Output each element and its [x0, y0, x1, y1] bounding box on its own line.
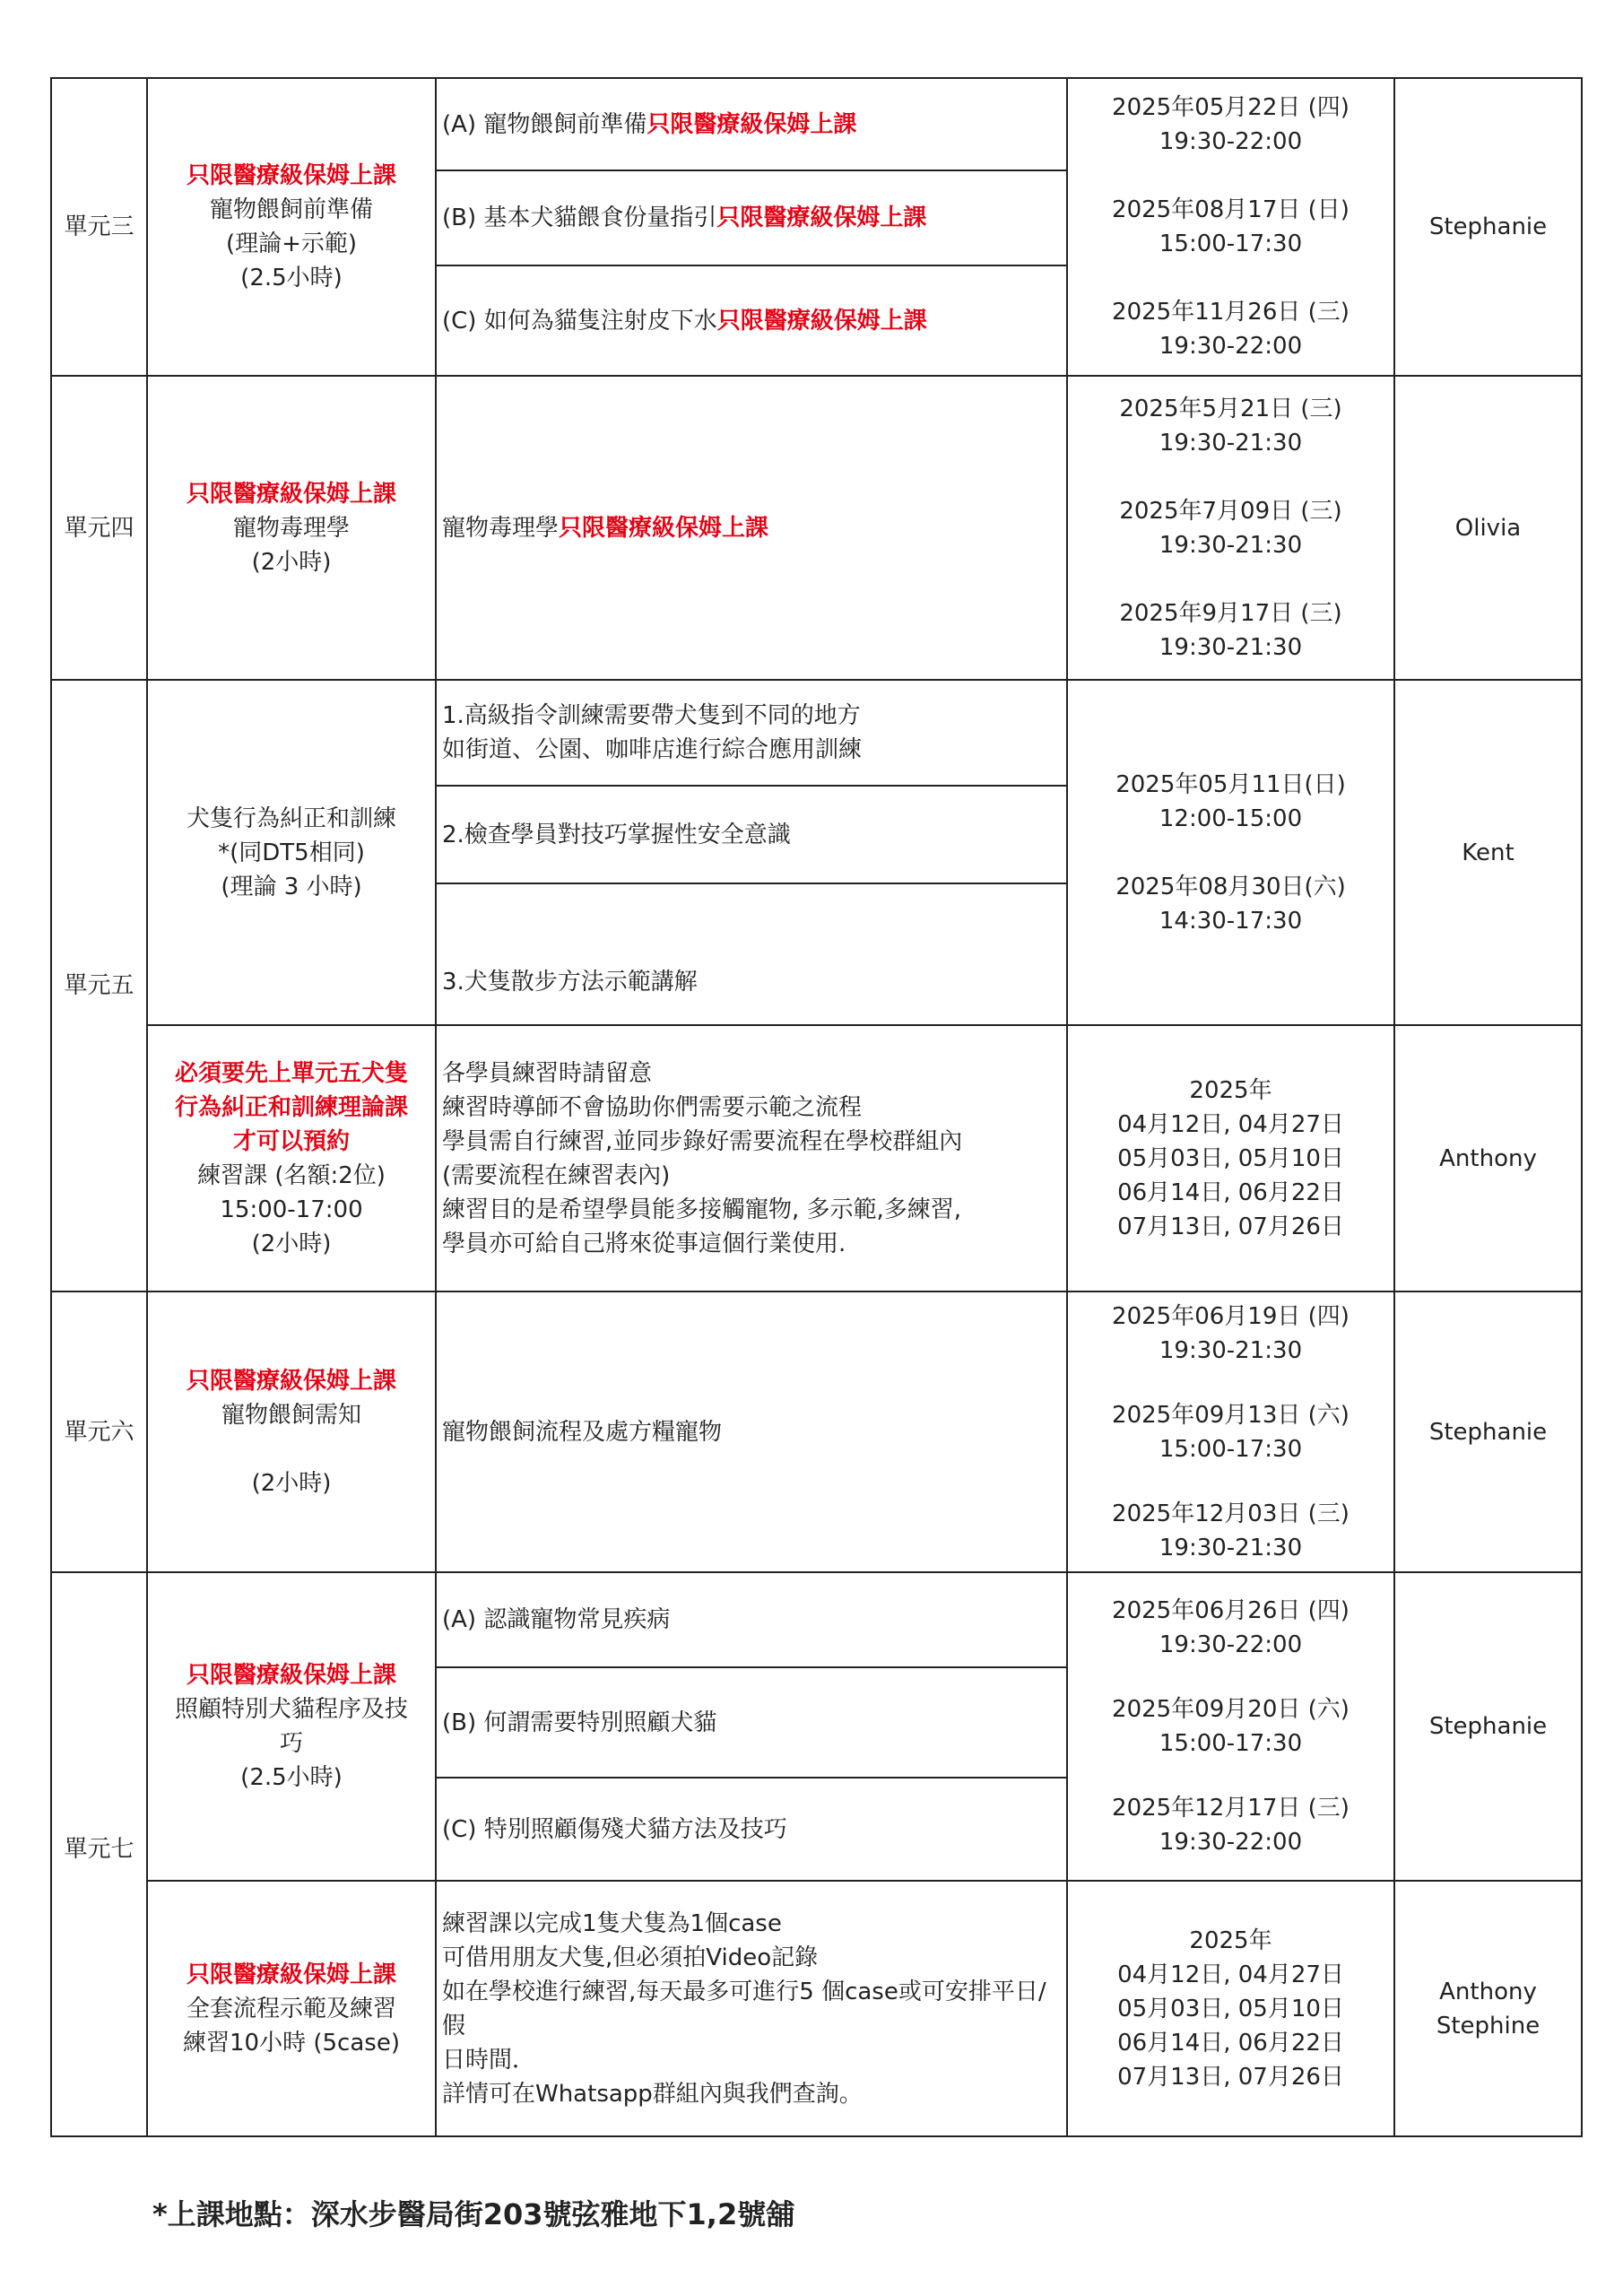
unit-7-practice-name: 只限醫療級保姆上課 全套流程示範及練習 練習10小時 (5case) [147, 1881, 436, 2136]
unit-7-item-a: (A) 認識寵物常見疾病 [436, 1572, 1067, 1667]
unit-4-label: 單元四 [51, 376, 147, 680]
unit-5-name: 犬隻行為糾正和訓練 *(同DT5相同) (理論 3 小時) [147, 680, 436, 1025]
unit-3-item-c: (C) 如何為貓隻注射皮下水只限醫療級保姆上課 [436, 265, 1067, 376]
unit-5-practice-content: 各學員練習時請留意 練習時導師不會協助你們需要示範之流程 學員需自行練習,並同步錄好需要流程在學校群組內 (需要流程在練習表內) 練習目的是希望學員能多接觸寵物, 多示範,多練習, 學員亦可給自己將來從事這個行業使用. [436, 1025, 1067, 1292]
unit-3-name: 只限醫療級保姆上課 寵物餵飼前準備 (理論+示範) (2.5小時) [147, 78, 436, 376]
unit-5-item-2: 2.檢查學員對技巧掌握性安全意識 [436, 786, 1067, 883]
unit-7-tutor: Stephanie [1394, 1572, 1582, 1881]
unit-7-practice-content: 練習課以完成1隻犬隻為1個case 可借用朋友犬隻,但必須拍Video記錄 如在學校進行練習,每天最多可進行5 個case或可安排平日/假 日時間． 詳情可在Whatsapp群組內與我們查詢。 [436, 1881, 1067, 2136]
unit-7-item-c: (C) 特別照顧傷殘犬貓方法及技巧 [436, 1778, 1067, 1881]
location-note: *上課地點：深水步醫局街203號弦雅地下1,2號舖 [152, 2197, 795, 2231]
unit-7-name: 只限醫療級保姆上課 照顧特別犬貓程序及技 巧 (2.5小時) [147, 1572, 436, 1881]
unit-3-dates: 2025年05月22日 (四) 19:30-22:00 2025年08月17日 (日) 15:00-17:30 2025年11月26日 (三) 19:30-22:00 [1067, 78, 1394, 376]
unit-4-dates: 2025年5月21日 (三) 19:30-21:30 2025年7月09日 (三) 19:30-21:30 2025年9月17日 (三) 19:30-21:30 [1067, 376, 1394, 680]
unit-7-label: 單元七 [51, 1572, 147, 2136]
unit-6-label: 單元六 [51, 1292, 147, 1572]
unit-5-dates: 2025年05月11日(日) 12:00-15:00 2025年08月30日(六) 14:30-17:30 [1067, 680, 1394, 1025]
unit-7-practice-tutor: Anthony Stephine [1394, 1881, 1582, 2136]
unit-6-item: 寵物餵飼流程及處方糧寵物 [436, 1292, 1067, 1572]
unit-5-tutor: Kent [1394, 680, 1582, 1025]
unit-4-name: 只限醫療級保姆上課 寵物毒理學 (2小時) [147, 376, 436, 680]
unit-6-tutor: Stephanie [1394, 1292, 1582, 1572]
unit-5-label: 單元五 [51, 680, 147, 1292]
unit-6-name: 只限醫療級保姆上課 寵物餵飼需知 (2小時) [147, 1292, 436, 1572]
medical-tag: 只限醫療級保姆上課 [186, 162, 396, 189]
unit-5-practice-name: 必須要先上單元五犬隻 行為糾正和訓練理論課 才可以預約 練習課 (名額:2位) 15:00-17:00 (2小時) [147, 1025, 436, 1292]
unit-5-item-1: 1.高級指令訓練需要帶犬隻到不同的地方 如街道、公園、咖啡店進行綜合應用訓練 [436, 680, 1067, 786]
unit-4-item: 寵物毒理學只限醫療級保姆上課 [436, 376, 1067, 680]
unit-7-item-b: (B) 何謂需要特別照顧犬貓 [436, 1667, 1067, 1778]
unit-3-item-a: (A) 寵物餵飼前準備只限醫療級保姆上課 [436, 78, 1067, 170]
unit-3-item-b: (B) 基本犬貓餵食份量指引只限醫療級保姆上課 [436, 170, 1067, 265]
unit-5-practice-tutor: Anthony [1394, 1025, 1582, 1292]
unit-3-label: 單元三 [51, 78, 147, 376]
schedule-table [50, 77, 1583, 2137]
unit-6-dates: 2025年06月19日 (四) 19:30-21:30 2025年09月13日 (六) 15:00-17:30 2025年12月03日 (三) 19:30-21:30 [1067, 1292, 1394, 1572]
unit-3-tutor: Stephanie [1394, 78, 1582, 376]
unit-4-tutor: Olivia [1394, 376, 1582, 680]
unit-5-practice-dates: 2025年 04月12日, 04月27日 05月03日, 05月10日 06月14日, 06月22日 07月13日, 07月26日 [1067, 1025, 1394, 1292]
unit-7-practice-dates: 2025年 04月12日, 04月27日 05月03日, 05月10日 06月14日, 06月22日 07月13日, 07月26日 [1067, 1881, 1394, 2136]
unit-7-dates: 2025年06月26日 (四) 19:30-22:00 2025年09月20日 (六) 15:00-17:30 2025年12月17日 (三) 19:30-22:00 [1067, 1572, 1394, 1881]
unit-5-item-3: 3.犬隻散步方法示範講解 [436, 883, 1067, 1025]
